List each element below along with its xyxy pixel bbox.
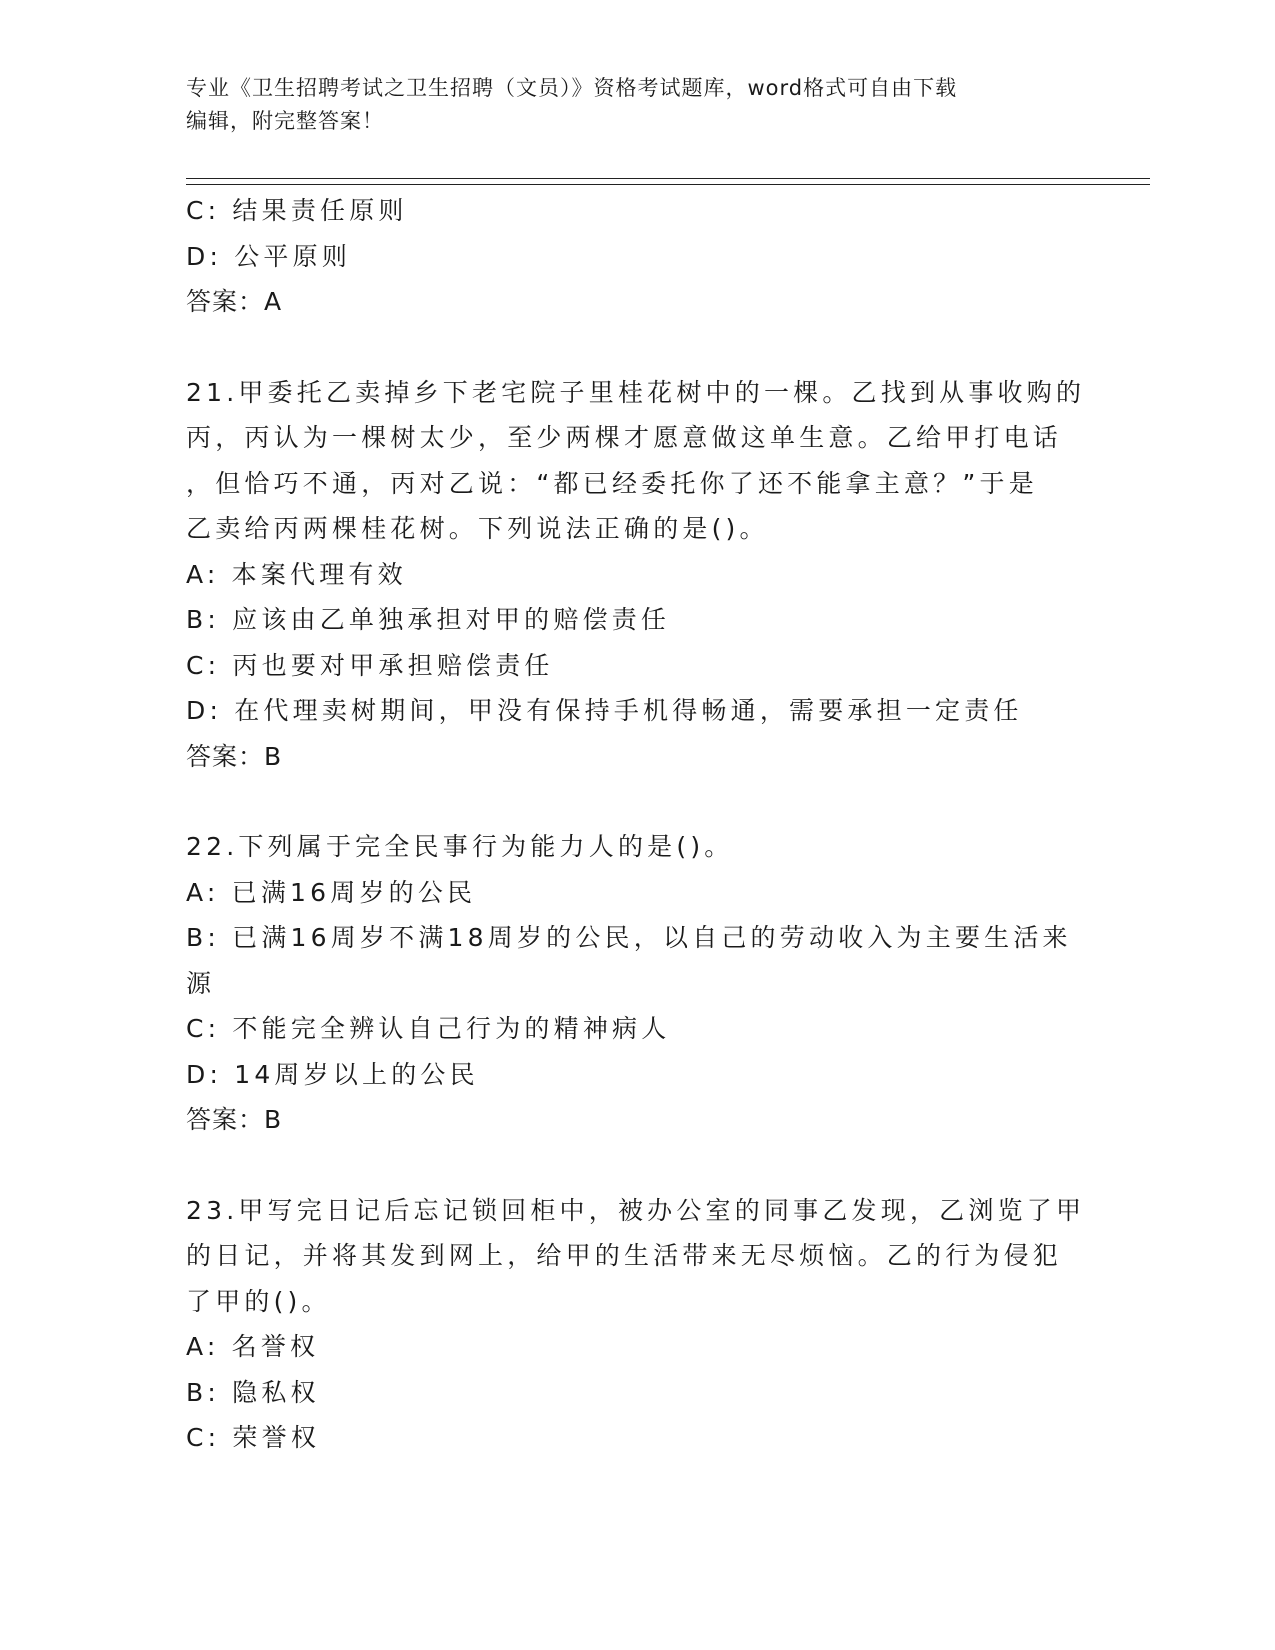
header-divider-bottom bbox=[186, 184, 1150, 185]
option-a: A: 本案代理有效 bbox=[186, 559, 407, 589]
spacer bbox=[186, 779, 1106, 824]
option-b: B: 应该由乙单独承担对甲的赔偿责任 bbox=[186, 605, 671, 634]
option-c: C: 荣誉权 bbox=[186, 1423, 321, 1452]
answer: 答案：A bbox=[186, 287, 283, 316]
header-divider-top bbox=[186, 178, 1150, 179]
option-b-continued: 源 bbox=[186, 968, 216, 998]
option-a: A: 已满16周岁的公民 bbox=[186, 877, 477, 907]
question-text-line: 23.甲写完日记后忘记锁回柜中，被办公室的同事乙发现，乙浏览了甲 bbox=[186, 1195, 1086, 1225]
answer: 答案：B bbox=[186, 741, 283, 771]
option-d: D: 14周岁以上的公民 bbox=[186, 1059, 479, 1089]
header-line-2: 编辑，附完整答案！ bbox=[186, 109, 384, 133]
question-content bbox=[186, 188, 1106, 1461]
spacer bbox=[186, 1143, 1106, 1188]
question-text-line: ，但恰巧不通，丙对乙说：“都已经委托你了还不能拿主意？”于是 bbox=[186, 468, 1038, 498]
option-d: D: 在代理卖树期间，甲没有保持手机得畅通，需要承担一定责任 bbox=[186, 696, 1023, 725]
question-21 bbox=[186, 370, 1106, 780]
option-d: D: 公平原则 bbox=[186, 241, 352, 271]
question-text-line: 乙卖给丙两棵桂花树。下列说法正确的是()。 bbox=[186, 514, 769, 543]
option-c: C: 结果责任原则 bbox=[186, 196, 408, 225]
answer: 答案：B bbox=[186, 1105, 283, 1134]
option-c: C: 不能完全辨认自己行为的精神病人 bbox=[186, 1014, 671, 1043]
header-line-1: 专业《卫生招聘考试之卫生招聘（文员）》资格考试题库，word格式可自由下载 bbox=[186, 76, 958, 100]
previous-question-tail bbox=[186, 188, 1106, 325]
question-22 bbox=[186, 824, 1106, 1143]
question-text-line: 丙，丙认为一棵树太少，至少两棵才愿意做这单生意。乙给甲打电话 bbox=[186, 423, 1063, 452]
question-text-line: 了甲的()。 bbox=[186, 1286, 331, 1316]
option-a: A: 名誉权 bbox=[186, 1332, 320, 1361]
question-text-line: 21.甲委托乙卖掉乡下老宅院子里桂花树中的一棵。乙找到从事收购的 bbox=[186, 377, 1086, 407]
question-text-line: 22.下列属于完全民事行为能力人的是()。 bbox=[186, 832, 734, 861]
spacer bbox=[186, 325, 1106, 370]
page-header bbox=[186, 72, 1066, 138]
option-b: B: 已满16周岁不满18周岁的公民，以自己的劳动收入为主要生活来 bbox=[186, 923, 1072, 952]
question-23 bbox=[186, 1188, 1106, 1461]
option-c: C: 丙也要对甲承担赔偿责任 bbox=[186, 650, 554, 680]
question-text-line: 的日记，并将其发到网上，给甲的生活带来无尽烦恼。乙的行为侵犯 bbox=[186, 1241, 1063, 1270]
option-b: B: 隐私权 bbox=[186, 1377, 320, 1407]
